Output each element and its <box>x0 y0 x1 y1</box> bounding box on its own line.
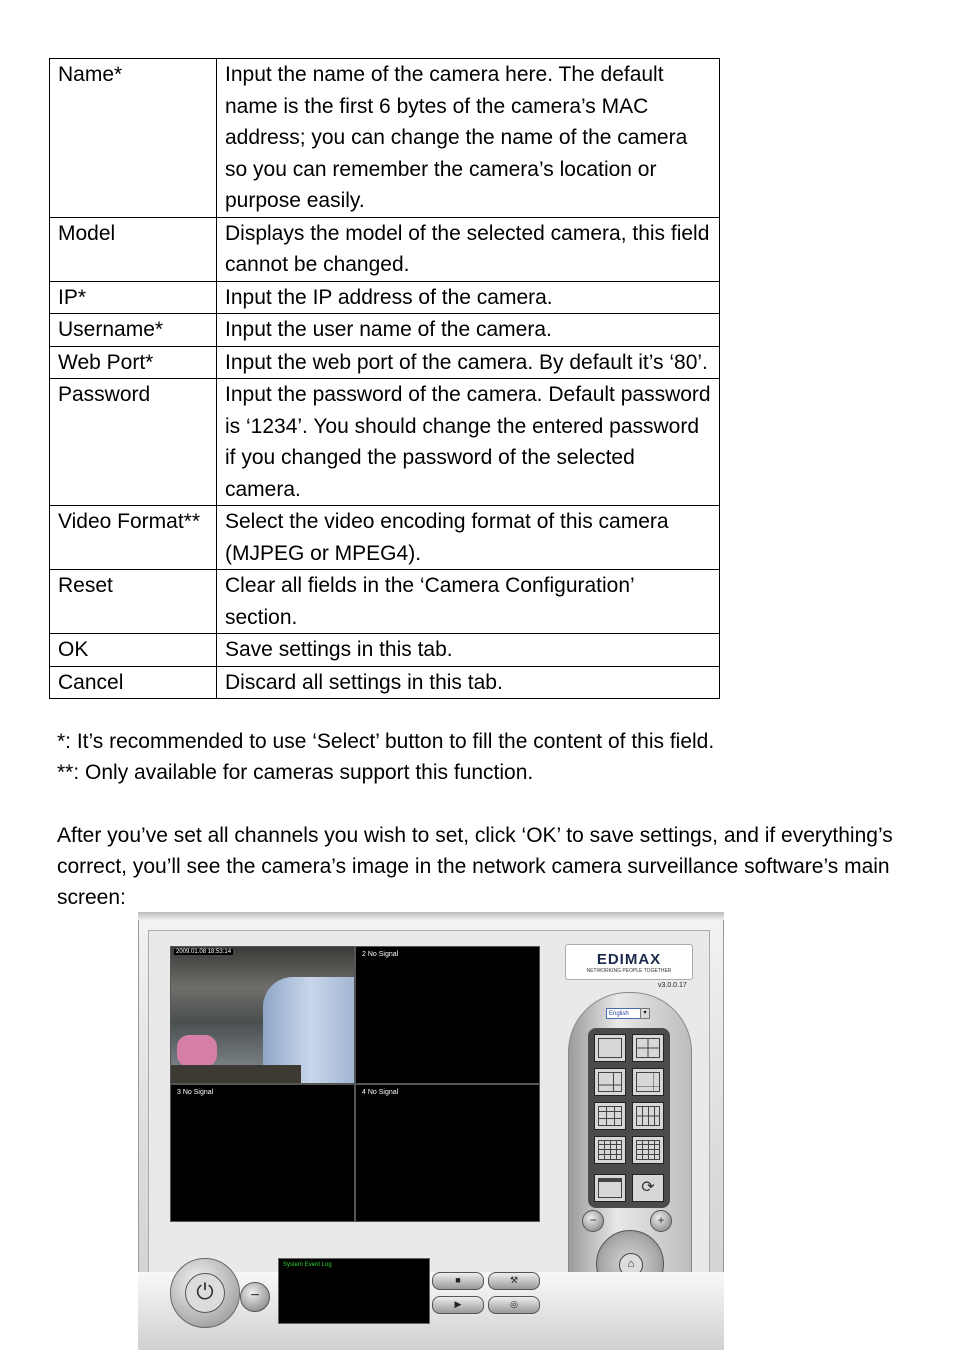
version-label: v3.0.0.17 <box>658 982 687 989</box>
channel-3-label: 3 No Signal <box>177 1089 214 1096</box>
instruction-paragraph <box>57 820 917 913</box>
chevron-down-icon[interactable]: ▾ <box>640 1008 650 1019</box>
table-row <box>50 346 720 379</box>
field-name-cell: Cancel <box>50 666 217 699</box>
table-row <box>50 570 720 634</box>
layout-9-button[interactable] <box>594 1102 626 1130</box>
table-row <box>50 217 720 281</box>
logo-brand: EDIMAX <box>596 951 662 968</box>
field-description-cell: Input the password of the camera. Default password is ‘1234’. You should change the entered password if you changed the password of the selected camera. <box>217 379 720 506</box>
layout-8-button[interactable] <box>632 1068 664 1096</box>
channel-2-label: 2 No Signal <box>362 951 399 958</box>
snapshot-icon[interactable]: ◎ <box>488 1296 540 1314</box>
footnote-single-asterisk: *: It’s recommended to use ‘Select’ button to fill the content of this field. <box>57 730 715 753</box>
field-description-cell: Save settings in this tab. <box>217 634 720 667</box>
channel-3-view[interactable] <box>170 1084 355 1222</box>
power-icon: ⏻ <box>185 1273 225 1313</box>
table-row <box>50 506 720 570</box>
zoom-out-icon[interactable]: − <box>582 1210 604 1232</box>
layout-4-button[interactable] <box>632 1034 664 1062</box>
field-description-cell: Select the video encoding format of this camera (MJPEG or MPEG4). <box>217 506 720 570</box>
channel-1-timestamp: 2009.01.08 18:53:14 <box>176 949 232 955</box>
table-row <box>50 59 720 218</box>
layout-1-button[interactable] <box>594 1034 626 1062</box>
footnotes <box>57 726 937 788</box>
field-description-cell: Input the IP address of the camera. <box>217 281 720 314</box>
instruction-text: After you’ve set all channels you wish to set, click ‘OK’ to save settings, and if everything’s correct, you’ll see the camera’s image in the network camera surveillance software’s main screen: <box>57 824 893 909</box>
channel-2-view[interactable] <box>355 946 540 1084</box>
field-name-cell: Name* <box>50 59 217 218</box>
window-top-edge <box>138 912 724 920</box>
table-row <box>50 666 720 699</box>
layout-10-button[interactable] <box>632 1102 664 1130</box>
camera-image-object <box>177 1035 217 1067</box>
power-button[interactable] <box>170 1258 240 1328</box>
channel-4-view[interactable] <box>355 1084 540 1222</box>
layout-6-button[interactable] <box>594 1068 626 1096</box>
field-name-cell: Username* <box>50 314 217 347</box>
minimize-button[interactable]: − <box>240 1282 270 1312</box>
table-row <box>50 314 720 347</box>
refresh-icon[interactable]: ⟳ <box>632 1174 664 1202</box>
language-select[interactable] <box>606 1008 650 1019</box>
surveillance-software-screenshot <box>138 912 724 1350</box>
field-name-cell: OK <box>50 634 217 667</box>
camera-config-table <box>49 58 720 699</box>
layout-button-panel <box>588 1028 670 1208</box>
field-description-cell: Clear all fields in the ‘Camera Configuration’ section. <box>217 570 720 634</box>
field-name-cell: IP* <box>50 281 217 314</box>
channel-4-label: 4 No Signal <box>362 1089 399 1096</box>
field-name-cell: Reset <box>50 570 217 634</box>
event-log-title: System Event Log <box>283 1262 332 1268</box>
logo-tagline: NETWORKING PEOPLE TOGETHER <box>586 968 672 974</box>
wrench-icon[interactable]: ⚒ <box>488 1272 540 1290</box>
field-name-cell: Video Format** <box>50 506 217 570</box>
edimax-logo <box>565 944 693 980</box>
field-description-cell: Input the name of the camera here. The default name is the first 6 bytes of the camera’s MAC address; you can change the name of the camera so you can remember the camera’s location or purpose easily. <box>217 59 720 218</box>
field-description-cell: Input the web port of the camera. By default it’s ‘80’. <box>217 346 720 379</box>
zoom-in-icon[interactable]: + <box>650 1210 672 1232</box>
field-description-cell: Discard all settings in this tab. <box>217 666 720 699</box>
field-name-cell: Password <box>50 379 217 506</box>
table-row <box>50 634 720 667</box>
field-description-cell: Input the user name of the camera. <box>217 314 720 347</box>
language-value: English <box>609 1011 629 1017</box>
table-row <box>50 281 720 314</box>
field-description-cell: Displays the model of the selected camera, this field cannot be changed. <box>217 217 720 281</box>
field-name-cell: Web Port* <box>50 346 217 379</box>
layout-16-button[interactable] <box>632 1136 664 1164</box>
table-row <box>50 379 720 506</box>
camera-image-desk <box>171 1065 301 1084</box>
channel-1-view[interactable] <box>170 946 355 1084</box>
window-icon[interactable] <box>594 1174 626 1202</box>
field-name-cell: Model <box>50 217 217 281</box>
channel-grid <box>170 946 540 1222</box>
footnote-double-asterisk: **: Only available for cameras support this function. <box>57 761 534 784</box>
system-event-log <box>278 1258 430 1324</box>
home-icon[interactable]: ⌂ <box>619 1253 643 1277</box>
camera-icon[interactable]: ■ <box>432 1272 484 1290</box>
playback-icon[interactable]: ▶ <box>432 1296 484 1314</box>
layout-13-button[interactable] <box>594 1136 626 1164</box>
